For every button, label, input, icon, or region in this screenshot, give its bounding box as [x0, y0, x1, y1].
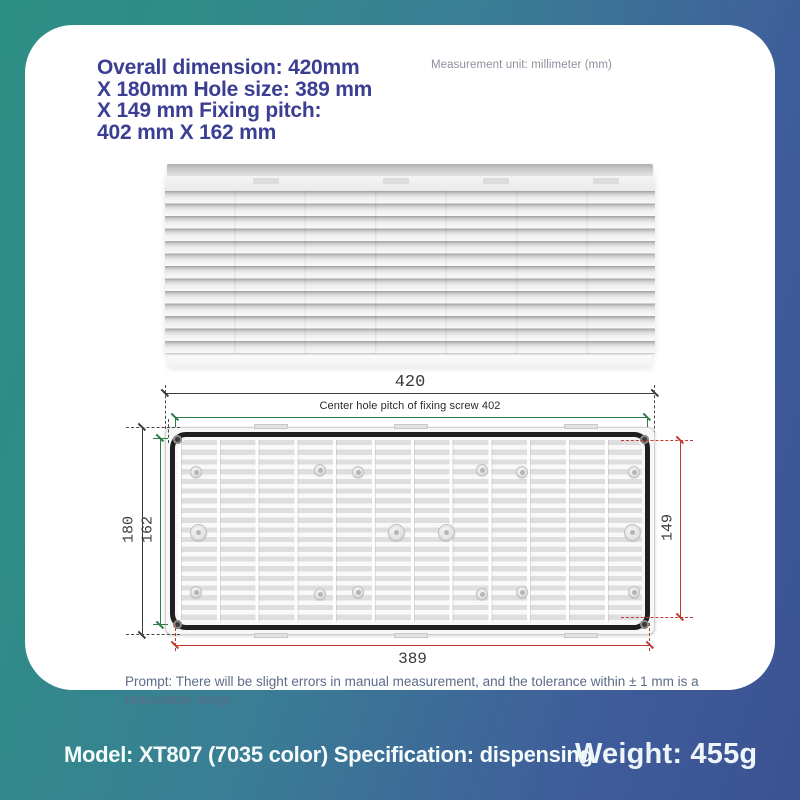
extension-line-red: [175, 623, 176, 651]
dim-162-line: [160, 438, 161, 625]
measurement-unit-note: Measurement unit: millimeter (mm): [431, 59, 612, 71]
mounting-tab: [564, 633, 598, 638]
dim-420-line: [165, 393, 655, 394]
frame-notch: [483, 178, 509, 184]
extension-line-red: [621, 617, 693, 618]
heading-line: 402 mm X 162 mm: [97, 121, 277, 145]
louver-slats: [165, 191, 655, 354]
screw-boss: [190, 586, 202, 598]
dimension-heading: [97, 57, 427, 144]
product-card: [25, 25, 775, 707]
screw-boss: [352, 466, 364, 478]
screw-boss: [624, 524, 641, 541]
heading-line: Overall dimension: 420mm: [97, 56, 360, 79]
screw-boss: [388, 524, 405, 541]
extension-line-red: [621, 440, 693, 441]
screw-boss: [352, 586, 364, 598]
dim-162-hook: [153, 438, 168, 439]
frame-notch: [593, 178, 619, 184]
footer-model-text: Model: XT807 (7035 color) Specification: dispensing: [64, 742, 593, 767]
dim-389-line: [175, 645, 650, 646]
mounting-tab: [254, 424, 288, 429]
screw-pitch-label: Center hole pitch of fixing screw 402: [319, 400, 501, 412]
louver-product-photo: [165, 164, 655, 367]
mounting-tab: [394, 424, 428, 429]
tech-drawing: [120, 371, 745, 671]
corner-screw-hole: [640, 620, 649, 629]
dim-149-line: [680, 440, 681, 617]
dim-180-label: 180: [120, 516, 138, 544]
louver-bottom-base: [168, 354, 652, 367]
dim-162-hook: [153, 624, 168, 625]
frame-notch: [253, 178, 279, 184]
screw-boss: [516, 466, 528, 478]
dim-389-label: 389: [398, 650, 427, 668]
screw-boss: [314, 464, 326, 476]
extension-line-red: [649, 623, 650, 651]
extension-line: [126, 427, 180, 428]
screw-boss: [516, 586, 528, 598]
screw-boss: [438, 524, 455, 541]
louver-frame-top: [165, 176, 655, 191]
extension-line: [168, 419, 169, 443]
part-back-view: [165, 427, 655, 635]
dim-149-label: 149: [659, 514, 677, 542]
screw-boss: [628, 586, 640, 598]
dim-420-label: 420: [394, 373, 426, 392]
screw-boss: [190, 524, 207, 541]
mounting-tab: [254, 633, 288, 638]
corner-screw-hole: [173, 435, 182, 444]
screw-boss: [628, 466, 640, 478]
dim-162-label: 162: [139, 516, 157, 544]
heading-line: X 180mm Hole size: 389 mm: [97, 77, 373, 101]
screw-boss: [190, 466, 202, 478]
mounting-tab: [394, 633, 428, 638]
tolerance-note: Prompt: There will be slight errors in manual measurement, and the tolerance within ± 1 mm is a reasonable range.: [125, 674, 699, 707]
dim-402-line: [175, 417, 647, 418]
screw-boss: [476, 464, 488, 476]
louver-top-cap: [167, 164, 653, 176]
frame-notch: [383, 178, 409, 184]
extension-line: [126, 634, 180, 635]
screw-boss: [314, 588, 326, 600]
footer-weight-text: Weight: 455g: [575, 738, 758, 770]
heading-line: X 149 mm Fixing pitch:: [97, 99, 322, 123]
screw-boss: [476, 588, 488, 600]
mounting-tab: [564, 424, 598, 429]
vent-grid: [178, 440, 642, 622]
